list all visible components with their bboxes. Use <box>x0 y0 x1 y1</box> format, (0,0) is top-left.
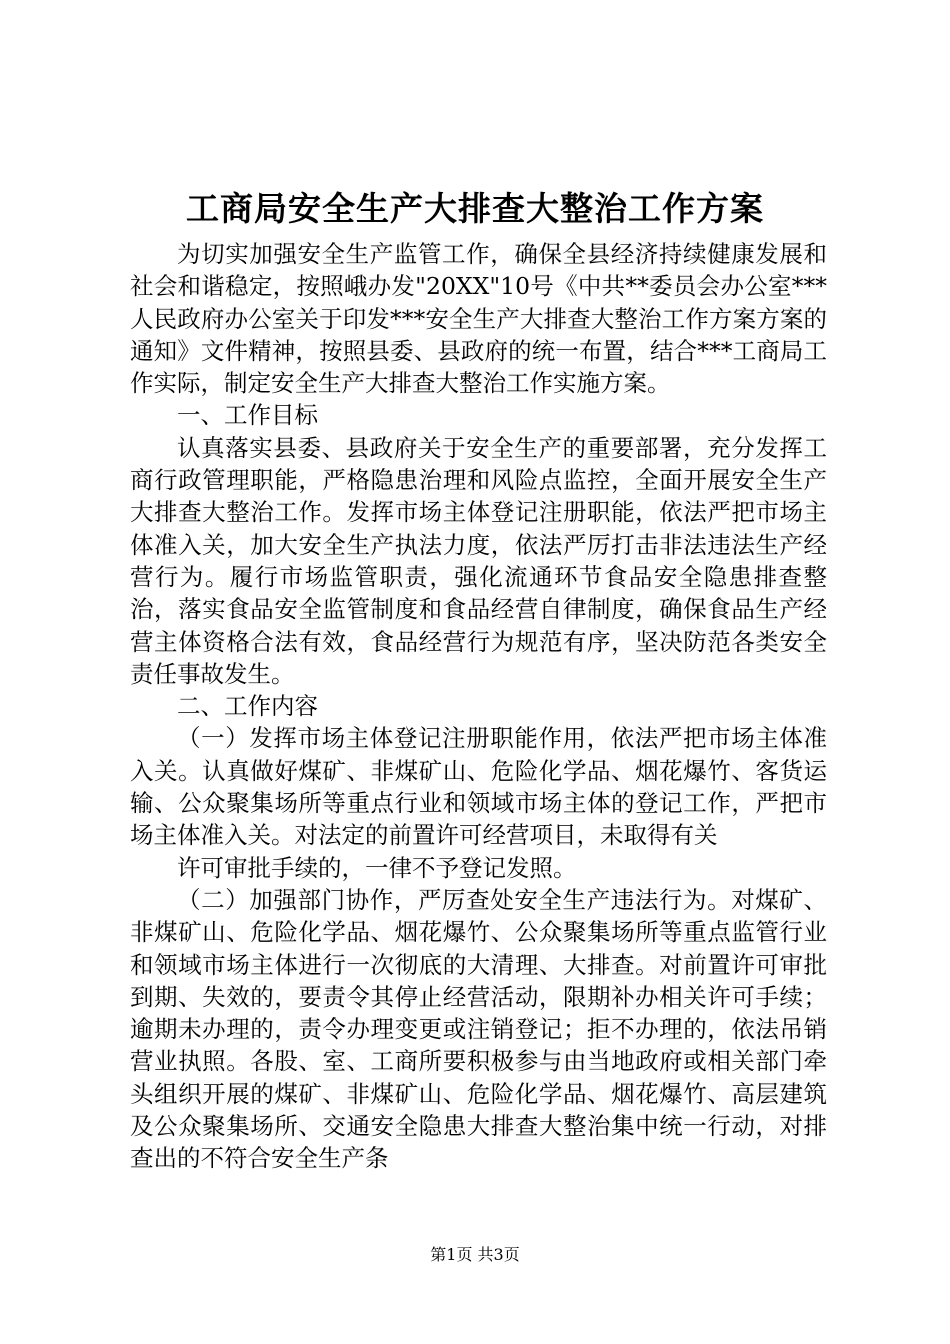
paragraph-content-1-cont: 许可审批手续的，一律不予登记发照。 <box>177 853 577 882</box>
document-body <box>130 238 827 1175</box>
paragraph-intro: 为切实加强安全生产监管工作，确保全县经济持续健康发展和社会和谐稳定，按照峨办发"20XX"10号《中共**委员会办公室***人民政府办公室关于印发***安全生产大排查大整治工作方案方案的通知》文件精神，按照县委、县政府的统一布置，结合***工商局工作实际，制定安全生产大排查大整治工作实施方案。 <box>130 240 827 398</box>
section-heading-goals: 一、工作目标 <box>177 401 318 430</box>
section-heading-content: 二、工作内容 <box>177 692 318 721</box>
page-footer: 第1页 共3页 <box>430 1245 520 1264</box>
paragraph-content-1: （一）发挥市场主体登记注册职能作用，依法严把市场主体准入关。认真做好煤矿、非煤矿山、危险化学品、烟花爆竹、客货运输、公众聚集场所等重点行业和领域市场主体的登记工作，严把市场主体准入关。对法定的前置许可经营项目，未取得有关 <box>130 724 827 850</box>
document-title: 工商局安全生产大排查大整治工作方案 <box>186 189 764 228</box>
paragraph-goals: 认真落实县委、县政府关于安全生产的重要部署，充分发挥工商行政管理职能，严格隐患治理和风险点监控，全面开展安全生产大排查大整治工作。发挥市场主体登记注册职能，依法严把市场主体准入关，加大安全生产执法力度，依法严厉打击非法违法生产经营行为。履行市场监管职责，强化流通环节食品安全隐患排查整治，落实食品安全监管制度和食品经营自律制度，确保食品生产经营主体资格合法有效，食品经营行为规范有序，坚决防范各类安全责任事故发生。 <box>130 433 827 688</box>
paragraph-content-2: （二）加强部门协作，严厉查处安全生产违法行为。对煤矿、非煤矿山、危险化学品、烟花爆竹、公众聚集场所等重点监管行业和领域市场主体进行一次彻底的大清理、大排查。对前置许可审批到期、失效的，要责令其停止经营活动，限期补办相关许可手续；逾期未办理的，责令办理变更或注销登记；拒不办理的，依法吊销营业执照。各股、室、工商所要积极参与由当地政府或相关部门牵头组织开展的煤矿、非煤矿山、危险化学品、烟花爆竹、高层建筑及公众聚集场所、交通安全隐患大排查大整治集中统一行动，对排查出的不符合安全生产条 <box>130 885 827 1173</box>
